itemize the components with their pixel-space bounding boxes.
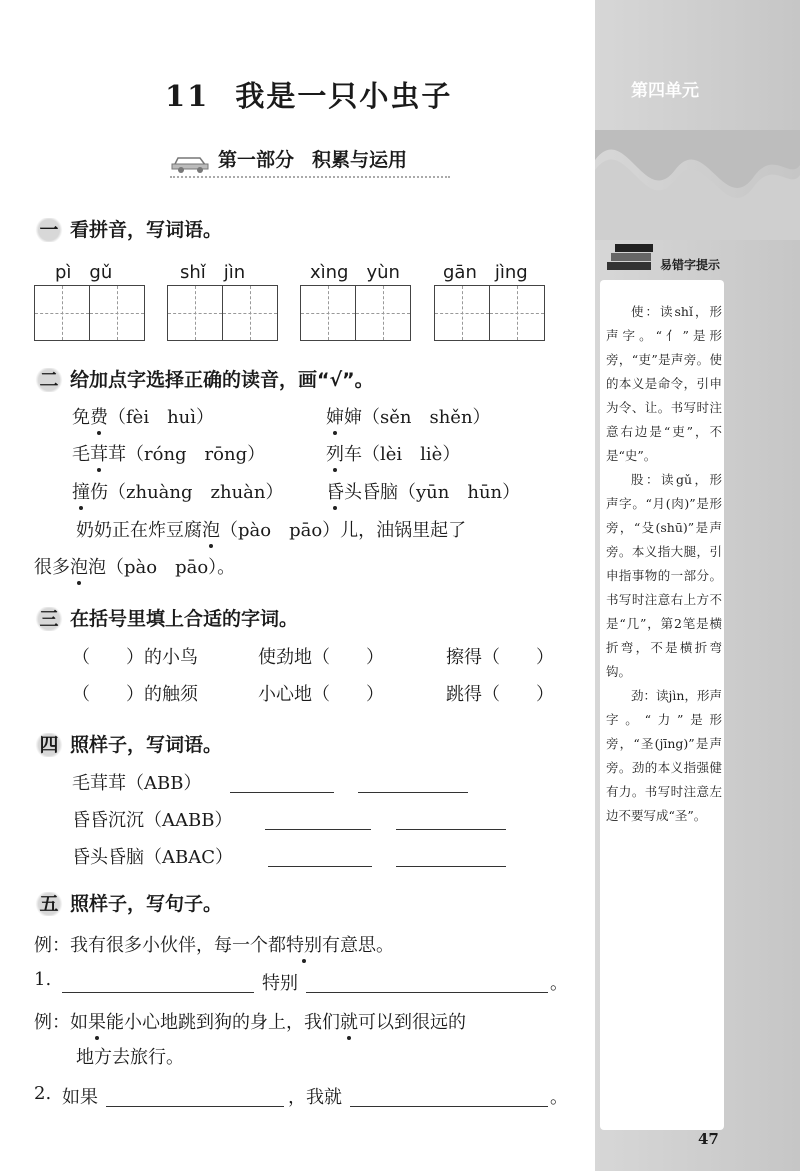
reading-item: 列车（lèi liè） <box>326 444 461 465</box>
reading-item: 免费（fèi huì） <box>72 407 215 428</box>
section-title: 在括号里填上合适的字词。 <box>70 608 299 630</box>
part-name: 积累与运用 <box>312 149 408 171</box>
keyword: 如果 <box>62 1087 98 1108</box>
word-pattern: 昏头昏脑（ABAC） <box>72 847 233 868</box>
section-title: 照样子，写句子。 <box>70 893 223 915</box>
example-sentence: 例：如果能小心地跳到狗的身上，我们就可以到很远的 <box>34 1012 466 1033</box>
word-pattern: 昏昏沉沉（AABB） <box>72 810 233 831</box>
word-pattern: 毛茸茸（ABB） <box>72 773 202 794</box>
writing-grid[interactable] <box>167 285 278 341</box>
writing-grid[interactable] <box>34 285 145 341</box>
reading-item: 毛茸茸（róng rōng） <box>72 444 266 465</box>
sidebar-wave-decoration <box>595 130 800 240</box>
section-title: 照样子，写词语。 <box>70 734 223 756</box>
pinyin-4: gān jìng <box>443 262 528 283</box>
answer-blank[interactable] <box>62 974 254 993</box>
answer-blank[interactable] <box>265 811 371 830</box>
answer-blank[interactable] <box>230 774 334 793</box>
unit-label: 第四单元 <box>631 81 699 101</box>
pinyin-3: xìng yùn <box>310 262 400 283</box>
fill-item[interactable]: 擦得（ ） <box>446 647 554 668</box>
section-number: 四 <box>34 733 64 757</box>
section-number: 三 <box>34 607 64 631</box>
pinyin-2: shǐ jìn <box>180 262 246 283</box>
section-4-heading <box>34 730 222 757</box>
fill-item[interactable]: 跳得（ ） <box>446 684 554 705</box>
lesson-number: 11 <box>165 79 210 113</box>
part-label: 第一部分 <box>218 149 295 171</box>
section-title: 看拼音，写词语。 <box>70 219 223 241</box>
answer-blank[interactable] <box>396 848 506 867</box>
section-title: 给加点字选择正确的读音，画“√”。 <box>70 369 374 391</box>
section-2-heading <box>34 365 374 392</box>
answer-blank[interactable] <box>306 974 548 993</box>
fill-item[interactable]: 使劲地（ ） <box>258 647 384 668</box>
answer-blank[interactable] <box>350 1088 548 1107</box>
answer-blank[interactable] <box>358 774 468 793</box>
section-number: 五 <box>34 892 64 916</box>
keyword: 特别 <box>262 973 298 994</box>
example-sentence-cont: 地方去旅行。 <box>76 1047 184 1068</box>
page-number: 47 <box>698 1130 719 1148</box>
part-title <box>218 145 407 172</box>
period: 。 <box>550 973 568 994</box>
writing-grid[interactable] <box>434 285 545 341</box>
fill-item[interactable]: （ ）的触须 <box>72 684 198 705</box>
lesson-title <box>165 74 452 115</box>
answer-blank[interactable] <box>106 1088 284 1107</box>
tip-paragraph: 股：读gǔ，形声字。“月(肉)”是形旁，“殳(shū)”是声旁。本义指大腿，引申指事物的一部分。书写时注意右上方不是“几”，第2笔是横折弯，不是横折弯钩。 <box>606 472 722 679</box>
section-number: 二 <box>34 368 64 392</box>
title-divider <box>170 176 450 178</box>
lesson-name: 我是一只小虫子 <box>235 79 453 113</box>
question-number: 1. <box>34 969 52 990</box>
section-3-heading <box>34 604 298 631</box>
reading-item: 昏头昏脑（yūn hūn） <box>326 482 521 503</box>
fill-item[interactable]: （ ）的小鸟 <box>72 647 198 668</box>
writing-grid[interactable] <box>300 285 411 341</box>
tips-text <box>606 300 722 828</box>
section-5-heading <box>34 889 222 916</box>
reading-sentence: 很多泡泡（pào pāo）。 <box>34 557 236 578</box>
keyword: ，我就 <box>288 1087 342 1108</box>
reading-sentence: 奶奶正在炸豆腐泡（pào pāo）儿，油锅里起了 <box>76 520 467 541</box>
fill-item[interactable]: 小心地（ ） <box>258 684 384 705</box>
tip-paragraph: 使：读shǐ，形声字。“亻”是形旁，“吏”是声旁。使的本义是命令，引申为令、让。书写时注意右边是“吏”，不是“史”。 <box>606 304 722 463</box>
reading-item: 撞伤（zhuàng zhuàn） <box>72 482 284 503</box>
section-number: 一 <box>34 218 64 242</box>
example-sentence: 例：我有很多小伙伴，每一个都特别有意思。 <box>34 935 394 956</box>
question-number: 2. <box>34 1083 52 1104</box>
section-1-heading <box>34 215 222 242</box>
pinyin-1: pì gǔ <box>55 262 113 283</box>
tip-paragraph: 劲：读jìn，形声字。“力”是形旁，“圣(jīng)”是声旁。劲的本义指强健有力。书写时注意左边不要写成“圣”。 <box>606 688 722 823</box>
answer-blank[interactable] <box>396 811 506 830</box>
period: 。 <box>550 1087 568 1108</box>
reading-item: 婶婶（sěn shěn） <box>326 407 491 428</box>
car-icon <box>170 150 210 174</box>
tip-label: 易错字提示 <box>660 258 721 272</box>
books-icon <box>603 240 659 274</box>
answer-blank[interactable] <box>268 848 372 867</box>
